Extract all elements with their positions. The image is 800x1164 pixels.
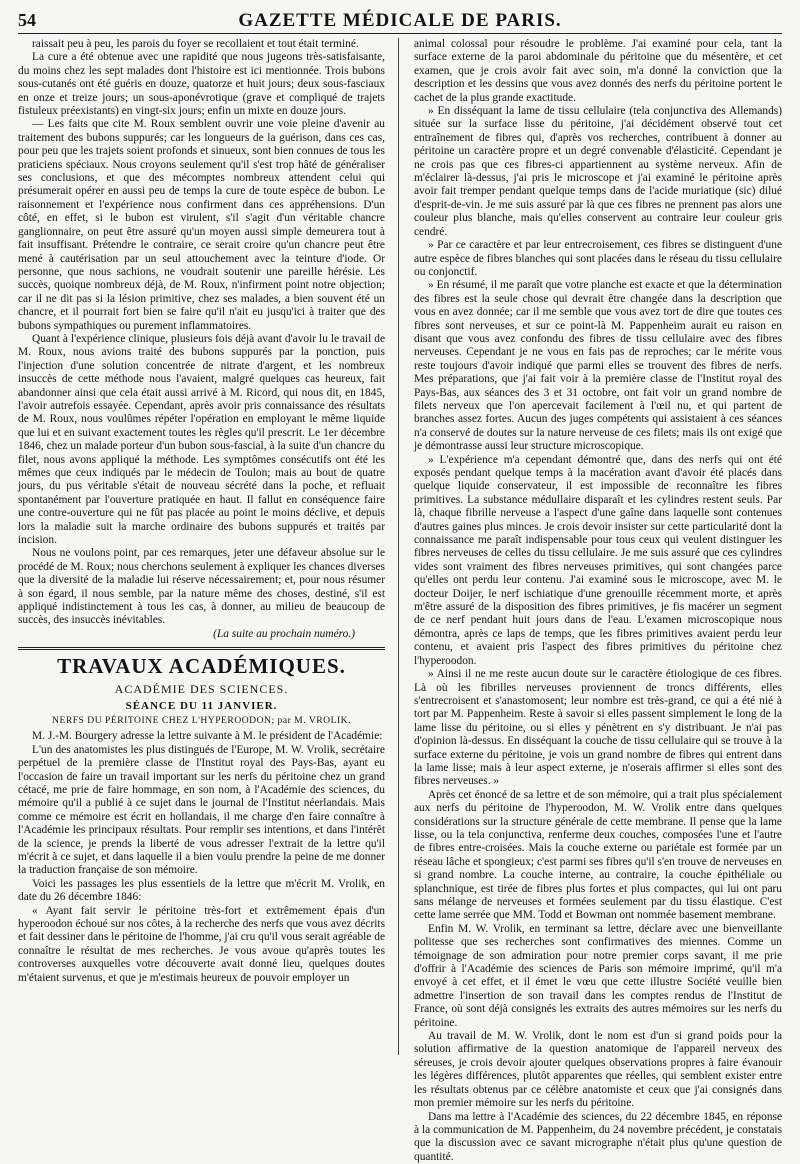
paragraph: » En résumé, il me paraît que votre planche est exacte et que la détermination des fibres est la seule chose qui devrait être changée dans la description que vous en avez donnée; car il me semble que vous avez tort de dire que toutes ces fibres sont nerveuses, et sur ce point-là M. Pappenheim aurait eu raison en disant que vous avez confondu des fibres de tissu cellulaire avec des fibres nerveuses. Cependant je ne vous en fais pas de reproches; car le mérite vous reste toujours d'avoir indiqué que parmi elles se trouvent des fibres de nerfs. Mes préparations, que j'ai fait voir à la première classe de l'Institut royal des Pays-Bas, aux séances des 3 et 31 octobre, ont fait voir un grand nombre de filets nerveux que l'on apercevait facilement à l'œil nu, et qui partent de branches assez fortes. Aucun des juges compétents qui assistaient à ces séances n'a conservé de doutes sur la nature nerveuse de ces filets; mais ils ont exigé que je démontrasse aussi leur structure microscopique. xyxy=(414,279,782,453)
paragraph: Nous ne voulons point, par ces remarques, jeter une défaveur absolue sur le procédé de M. Roux; nous cherchons seulement à expliquer les chances diverses que la diversité de la maladie lui réserve nécessairement; et, pour nous résumer à son égard, il nous semble, par la nature même des choses, destiné, s'il est appliqué indistinctement à tous les cas, à donner, au milieu de beaucoup de succès, des insuccès inévitables. xyxy=(18,547,385,627)
paragraph: Après cet énoncé de sa lettre et de son mémoire, qui a trait plus spécialement aux nerfs du péritoine de l'hyperoodon, M. W. Vrolik entre dans quelques considérations sur la structure générale de cette membrane. Il pense que la lame lisse, ou la tela conjunctiva, renferme deux couches, composées l'une et l'autre de fibres entre-croisées. Mais la couche externe ou pariétale est formée par un réseau lâche et spongieux; c'est parmi ses fibres qu'il s'en trouve de nerveuses en si grand nombre. La couche interne, au contraire, la couche épithéliale ou splanchnique, est tirée de fibres plus fortes et plus compactes, qui lui ont paru sans mélange de nerveuses et formées seulement par du tissu élastique. C'est cette lame serrée que MM. Todd et Bowman ont nommée basement membrane. xyxy=(414,789,782,923)
journal-title: GAZETTE MÉDICALE DE PARIS. xyxy=(18,10,782,32)
article-topic: NERFS DU PÉRITOINE CHEZ L'HYPEROODON; par M. VROLIK. xyxy=(18,715,385,726)
section-divider xyxy=(18,647,385,650)
paragraph: Dans ma lettre à l'Académie des sciences, du 22 décembre 1845, en réponse à la communication de M. Pappenheim, du 24 novembre précédent, je constatais que la discussion avec ce savant micrographe n'était plus qu'une question de quantité. xyxy=(414,1111,782,1164)
academy-heading: ACADÉMIE DES SCIENCES. xyxy=(18,682,385,697)
paragraph: « Ayant fait servir le péritoine très-fort et extrêmement épais d'un hyperoodon échoué sur nos côtes, à la recherche des nerfs que vous avez décrits et fait dessiner dans le péritoine de l'homme, j'ai cru qu'il vous serait agréable de connaître le résultat de mes recherches. Je vous avoue qu'après toutes les controverses auxquelles votre découverte avait donné lieu, quelques doutes m'étaient survenus, et que je m'estimais heureux de pouvoir employer un xyxy=(18,905,385,985)
paragraph: Enfin M. W. Vrolik, en terminant sa lettre, déclare avec une bienveillante politesse que ses recherches sont confirmatives des miennes. Comme un témoignage de son admiration pour notre premier corps savant, il me prie d'offrir à l'Académie des sciences de Paris son mémoire imprimé, qu'il m'a envoyé à cet effet, et il émet le vœu que cette illustre Société veuille bien admettre l'insertion de son travail dans les comptes rendus de l'Institut de France, où sont déjà consignés les extraits des autres mémoires sur les nerfs du péritoine. xyxy=(414,923,782,1030)
right-column xyxy=(414,38,782,1057)
page-number: 54 xyxy=(18,10,36,31)
paragraph: animal colossal pour résoudre le problème. J'ai examiné pour cela, tant la surface externe de la paroi abdominale du péritoine que du mésentère, et cet examen, que je crois avoir fait avec soin, m'a donné la conviction que la description et les dessins que vous avez donnés des nerfs du péritoine portent le cachet de la plus grande exactitude. xyxy=(414,38,782,105)
paragraph: » Ainsi il ne me reste aucun doute sur le caractère étiologique de ces fibres. Là où les fibrilles nerveuses proviennent de troncs différents, elles s'entrecroisent et s'anastomosent; leur nombre est très-grand, ce qui a été nié à tort par M. Pappenheim. Reste à savoir si elles passent simplement le long de la lame lisse du péritoine, ou si elles y pénètrent en s'y distribuant. Je n'ai pas d'opinion là-dessus. En disséquant la couche de tissu cellulaire qui se trouve à la surface externe du péritoine, je vois un grand nombre de fibres qui entrent dans la lame lisse; mais à leur aspect externe, je n'oserais affirmer si elles sont des fibres nerveuses. » xyxy=(414,668,782,789)
continued-note: (La suite au prochain numéro.) xyxy=(18,628,355,641)
paragraph: » En disséquant la lame de tissu cellulaire (tela conjunctiva des Allemands) située sur la surface lisse du péritoine, j'ai décidément observé tout cet entraînement de fibres qui, d'après vos recherches, contribuent à donner au péritoine un caractère propre et un degré convenable d'élasticité. Cependant je ne crois pas que ces fibres-ci appartiennent au système nerveux. Afin de m'éclairer là-dessus, j'ai pris le microscope et j'ai examiné le péritoine après avoir fait tremper pendant quelque temps dans de l'acide muriatique (sic) dilué d'esprit-de-vin. Je me suis assuré par là que ces fibres ne prennent pas alors une couleur plus blanche, mais qu'elles conservent au contraire leur couleur gris cendré. xyxy=(414,105,782,239)
paragraph: » Par ce caractère et par leur entrecroisement, ces fibres se distinguent d'une autre espèce de fibres blanches qui sont placées dans le réseau du tissu cellulaire ou conjonctif. xyxy=(414,239,782,279)
paragraph: M. J.-M. Bourgery adresse la lettre suivante à M. le président de l'Académie: xyxy=(18,730,385,743)
paragraph: L'un des anatomistes les plus distingués de l'Europe, M. W. Vrolik, secrétaire perpétuel de la première classe de l'Institut royal des Pays-Bas, ayant eu l'occasion de faire un travail important sur les nerfs du péritoine chez un grand cétacé, me prie de faire hommage, en son nom, à l'Académie des sciences, du mémoire qu'il a publié à ce sujet dans le journal de l'Institut néerlandais. Mais comme ce mémoire est écrit en hollandais, il me charge d'en faire connaître à l'Académie les principaux résultats. Pour remplir ses intentions, et dans l'intérêt de la science, je prends la liberté de vous adresser l'extrait de la lettre qu'il m'écrit à ce sujet, et dans laquelle il a bien voulu prendre la peine de me donner la traduction française de son mémoire. xyxy=(18,744,385,878)
paragraph: Voici les passages les plus essentiels de la lettre que m'écrit M. Vrolik, en date du 26 décembre 1846: xyxy=(18,878,385,905)
paragraph: Quant à l'expérience clinique, plusieurs fois déjà avant d'avoir lu le travail de M. Roux, nous avions traité des bubons suppurés par la ponction, puis l'injection d'une solution concentrée de nitrate d'argent, et les nombreux insuccès de cette méthode nous l'avaient, malgré quelques cas heureux, fait abandonner ainsi que cela était aussi arrivé à M. Ricord, qui nous dit, en 1845, l'avoir autrefois essayée. Cependant, après avoir pris connaissance des résultats de M. Roux, nous voulûmes répéter l'opération en employant le même liquide que lui et en suivant exactement toutes les règles qu'il prescrit. Le 1er décembre 1846, chez un malade porteur d'un bubon sous-fascial, à la suite d'un chancre du filet, nous avons appliqué la méthode. Les symptômes consécutifs ont été les mêmes que ceux indiqués par le médecin de Toulon; mais au bout de quatre jours, du pus véritable s'était de nouveau sécrété dans la poche, et refluait spontanément par l'ouverture pratiquée en haut. Il fallut en conséquence faire une contre-ouverture qui ne fût pas placée au point le moins déclive, et depuis lors la maladie suit la marche ordinaire des bubons suppurés et traités par incision. xyxy=(18,333,385,548)
left-column xyxy=(18,38,385,1057)
header-rule xyxy=(18,33,782,34)
paragraph: — Les faits que cite M. Roux semblent ouvrir une voie pleine d'avenir au traitement des bubons suppurés; car les longueurs de la guérison, dans ces cas, pour peu que les trajets soient profonds et sinueux, sont bien connues de tous les praticiens spéciaux. Nous croyons seulement qu'il s'est trop hâté de généraliser ses conclusions, et que des mécomptes nombreux attendent celui qui présumerait opérer en aussi peu de temps la cure de toute espèce de bubon. Le raisonnement et l'expérience nous confirment dans ces appréhensions. D'un côté, en effet, si le bubon est virulent, s'il s'agit d'un véritable chancre ganglionnaire, on peut être assuré qu'un moyen aussi simple demeurera tout à fait insuffisant. Prétendre le contraire, ce serait croire qu'un chancre peut être mené à cautérisation par un seul attouchement avec la teinture d'iode. Or personne, que nous sachions, ne voudrait soutenir une pareille hérésie. Les succès, quoique nombreux déjà, de M. Roux, n'infirment point notre objection; car il ne dit pas si la lésion primitive, chez ses malades, a bien souvent été un chancre, et il pourrait fort bien se faire qu'il n'ait eu jusqu'ici à traiter que des bubons sympathiques ou purement inflammatoires. xyxy=(18,118,385,333)
column-divider xyxy=(398,38,399,1055)
session-heading: SÉANCE DU 11 JANVIER. xyxy=(18,700,385,712)
paragraph: raissait peu à peu, les parois du foyer se recollaient et tout était terminé. xyxy=(18,38,385,51)
paragraph: » L'expérience m'a cependant démontré que, dans des nerfs qui ont été exposés pendant quelque temps à la macération avant d'avoir été placés dans quelque liquide conservateur, il est impossible de reconnaître les fibres primitives. La substance médullaire disparaît et les cylindres restent seuls. Par là, chaque fibrille nerveuse a l'aspect d'une gaîne dans laquelle sont contenues d'autres gaines plus minces. Je crois devoir insister sur cette particularité dont la connaissance me paraît indispensable pour tous ceux qui veulent distinguer les fibres nerveuses de celles du tissu cellulaire. Je me suis assuré que ces cylindres vides sont vraiment des fibres nerveuses primitives, qui sont changées parce qu'elles ont perdu leur contenu. J'ai examiné sous le microscope, avec M. le docteur Doijer, le nerf ischiatique d'une grenouille récemment morte, et après m'être assuré de la disposition des fibres primitives, je fis macérer un segment de ce nerf pendant huit jours dans de l'eau. L'examen microscopique nous démontra, après ce laps de temps, que les fibres primitives avaient perdu leur contenu, et avaient pris l'aspect des fibres primitives du péritoine chez l'hyperoodon. xyxy=(414,454,782,669)
paragraph: Au travail de M. W. Vrolik, dont le nom est d'un si grand poids pour la solution affirmative de la question anatomique de l'appareil nerveux des séreuses, je crois devoir ajouter quelques observations propres à faire évanouir les légères différences, plutôt apparentes que réelles, qui semblent exister entre les résultats obtenus par ce célèbre anatomiste et ceux que j'ai consignés dans mon premier mémoire sur les nerfs du péritoine. xyxy=(414,1030,782,1110)
section-title: TRAVAUX ACADÉMIQUES. xyxy=(18,654,385,679)
page-header xyxy=(18,10,782,32)
paragraph: La cure a été obtenue avec une rapidité que nous jugeons très-satisfaisante, du moins chez les sept malades dont l'histoire est ici mentionnée. Trois bubons sous-cutanés ont été guéris en douze, quatorze et huit jours; deux sous-fasciaux en onze et treize jours; un sous-aponévrotique (grave et compliqué de trajets fistuleux préexistants) en vingt-six jours; enfin un mixte en douze jours. xyxy=(18,51,385,118)
